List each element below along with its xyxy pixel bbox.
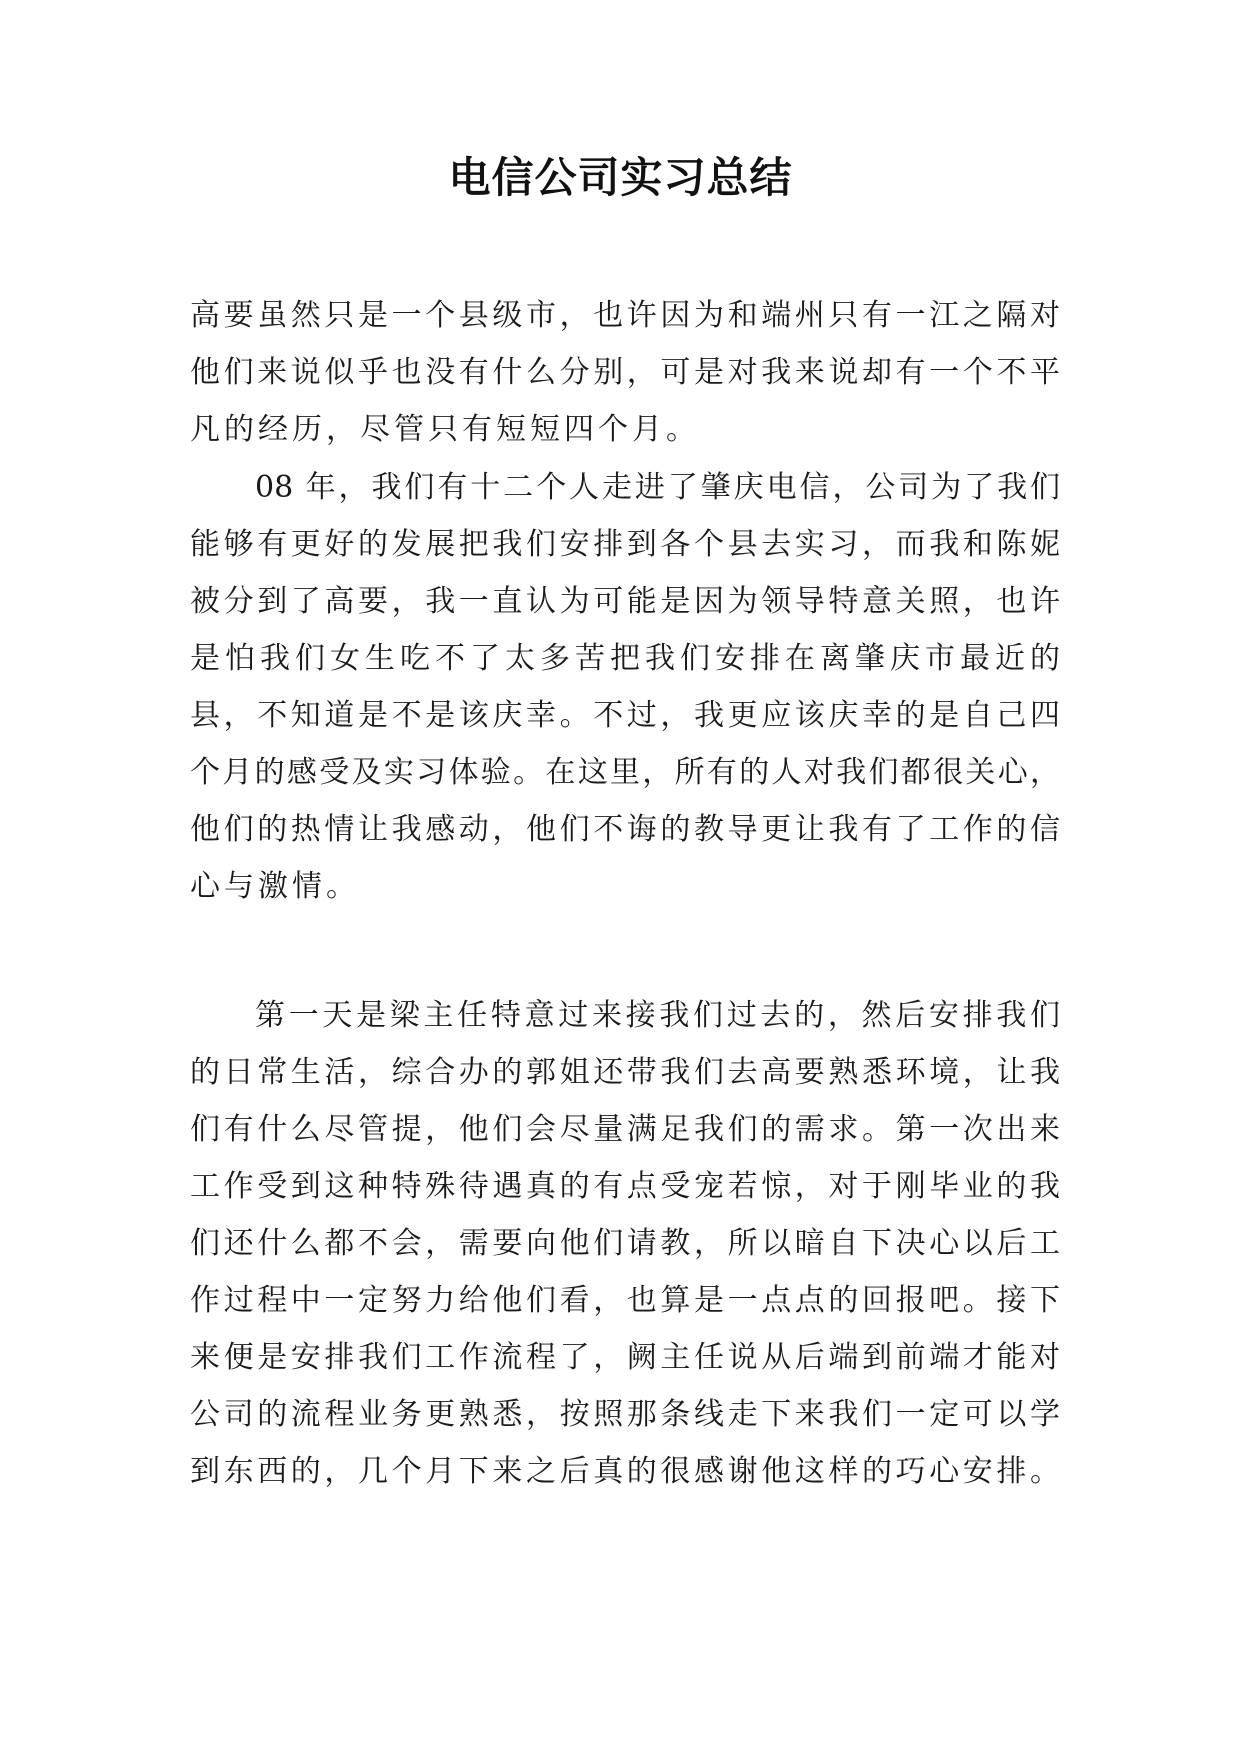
paragraph-line: 到东西的，几个月下来之后真的很感谢他这样的巧心安排。 bbox=[190, 1454, 1060, 1489]
paragraph-line: 作过程中一定努力给他们看，也算是一点点的回报吧。接下 bbox=[190, 1283, 1060, 1318]
paragraph-line: 08 年，我们有十二个人走进了肇庆电信，公司为了我们 bbox=[255, 470, 1060, 505]
paragraph-line: 公司的流程业务更熟悉，按照那条线走下来我们一定可以学 bbox=[190, 1397, 1060, 1432]
paragraph-line: 是怕我们女生吃不了太多苦把我们安排在离肇庆市最近的 bbox=[190, 641, 1060, 676]
paragraph-line: 第一天是梁主任特意过来接我们过去的，然后安排我们 bbox=[255, 998, 1060, 1033]
paragraph-line: 来便是安排我们工作流程了，阙主任说从后端到前端才能对 bbox=[190, 1340, 1060, 1375]
paragraph-line: 个月的感受及实习体验。在这里，所有的人对我们都很关心， bbox=[190, 755, 1060, 790]
paragraph-line: 高要虽然只是一个县级市，也许因为和端州只有一江之隔对 bbox=[190, 298, 1060, 333]
paragraph-line: 们有什么尽管提，他们会尽量满足我们的需求。第一次出来 bbox=[190, 1112, 1060, 1147]
paragraph-line: 们还什么都不会，需要向他们请教，所以暗自下决心以后工 bbox=[190, 1226, 1060, 1261]
paragraph-2 bbox=[190, 459, 1060, 915]
paragraph-line: 他们来说似乎也没有什么分别，可是对我来说却有一个不平 bbox=[190, 355, 1060, 390]
paragraph-line: 能够有更好的发展把我们安排到各个县去实习，而我和陈妮 bbox=[190, 527, 1060, 562]
paragraph-line: 心与激情。 bbox=[190, 869, 360, 904]
paragraph-line: 的日常生活，综合办的郭姐还带我们去高要熟悉环境，让我 bbox=[190, 1055, 1060, 1090]
paragraph-line: 被分到了高要，我一直认为可能是因为领导特意关照，也许 bbox=[190, 584, 1060, 619]
paragraph-line: 他们的热情让我感动，他们不诲的教导更让我有了工作的信 bbox=[190, 812, 1060, 847]
paragraph-1 bbox=[190, 287, 1060, 458]
paragraph-line: 县，不知道是不是该庆幸。不过，我更应该庆幸的是自己四 bbox=[190, 698, 1060, 733]
paragraph-line: 工作受到这种特殊待遇真的有点受宠若惊，对于刚毕业的我 bbox=[190, 1169, 1060, 1204]
document-title: 电信公司实习总结 bbox=[448, 153, 793, 202]
paragraph-3 bbox=[190, 987, 1060, 1500]
paragraph-line: 凡的经历，尽管只有短短四个月。 bbox=[190, 412, 700, 447]
